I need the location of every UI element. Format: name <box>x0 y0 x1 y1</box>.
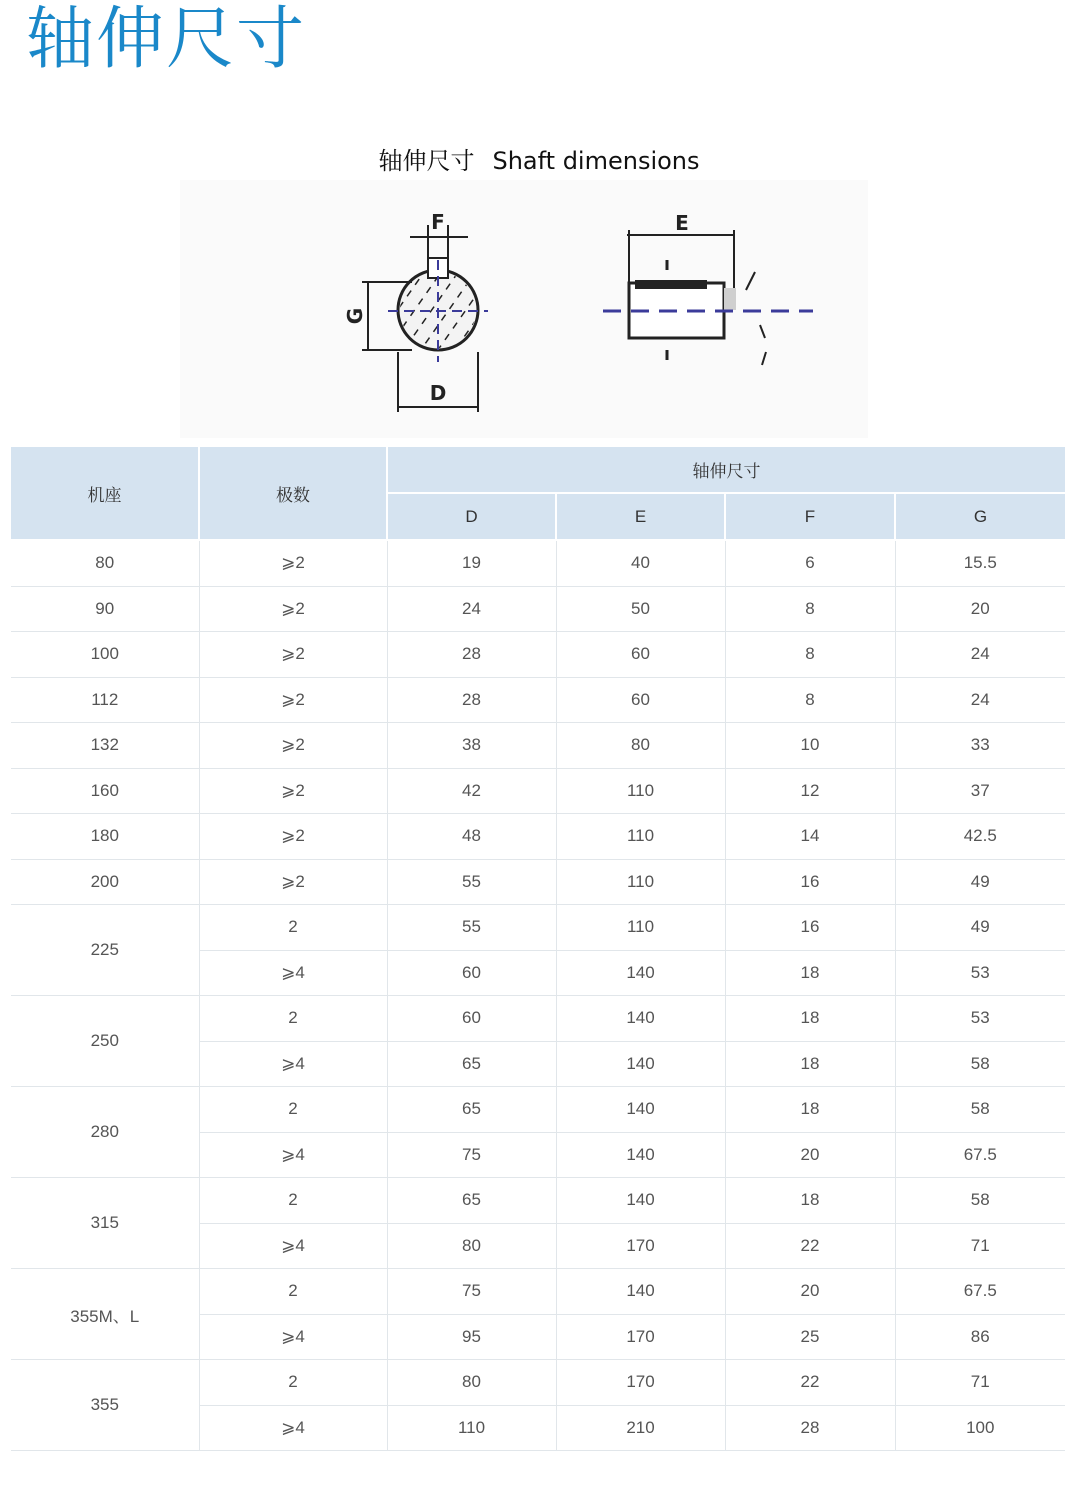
cell-g: 53 <box>895 950 1065 996</box>
table-row <box>11 859 1065 905</box>
cell-f: 8 <box>725 632 895 678</box>
cell-poles: ⩾4 <box>199 1405 387 1451</box>
cell-f: 6 <box>725 540 895 586</box>
cell-f: 20 <box>725 1269 895 1315</box>
cell-e: 140 <box>556 950 725 996</box>
header-frame: 机座 <box>11 447 199 540</box>
cell-e: 140 <box>556 1132 725 1178</box>
cell-g: 49 <box>895 859 1065 905</box>
cell-poles: ⩾2 <box>199 768 387 814</box>
cell-d: 75 <box>387 1269 556 1315</box>
cell-f: 22 <box>725 1360 895 1406</box>
header-d: D <box>387 493 556 540</box>
table-row <box>11 1087 1065 1133</box>
header-poles: 极数 <box>199 447 387 540</box>
cell-g: 24 <box>895 632 1065 678</box>
cell-e: 170 <box>556 1223 725 1269</box>
label-e: E <box>675 211 689 235</box>
cell-g: 24 <box>895 677 1065 723</box>
shaft-diagram <box>180 180 868 438</box>
label-d: D <box>429 381 447 405</box>
page-title: 轴伸尺寸 <box>26 0 307 79</box>
cell-d: 38 <box>387 723 556 769</box>
cell-f: 10 <box>725 723 895 769</box>
cell-poles: ⩾2 <box>199 814 387 860</box>
cell-d: 24 <box>387 586 556 632</box>
cell-e: 210 <box>556 1405 725 1451</box>
cell-e: 140 <box>556 1178 725 1224</box>
cell-g: 58 <box>895 1041 1065 1087</box>
header-e: E <box>556 493 725 540</box>
cell-e: 170 <box>556 1360 725 1406</box>
cell-d: 55 <box>387 905 556 951</box>
cell-g: 15.5 <box>895 540 1065 586</box>
cell-d: 28 <box>387 677 556 723</box>
cell-g: 49 <box>895 905 1065 951</box>
cell-frame: 80 <box>11 540 199 586</box>
table-row <box>11 586 1065 632</box>
cell-g: 67.5 <box>895 1269 1065 1315</box>
cell-e: 60 <box>556 632 725 678</box>
cell-d: 65 <box>387 1178 556 1224</box>
cell-f: 8 <box>725 586 895 632</box>
cell-frame: 355M、L <box>11 1269 199 1360</box>
cell-e: 50 <box>556 586 725 632</box>
cell-e: 140 <box>556 1269 725 1315</box>
cell-frame: 132 <box>11 723 199 769</box>
cell-poles: ⩾4 <box>199 1132 387 1178</box>
cell-d: 75 <box>387 1132 556 1178</box>
cell-poles: ⩾4 <box>199 950 387 996</box>
cell-e: 40 <box>556 540 725 586</box>
table-row <box>11 814 1065 860</box>
cell-e: 170 <box>556 1314 725 1360</box>
table-row <box>11 540 1065 586</box>
cell-e: 140 <box>556 1041 725 1087</box>
header-group: 轴伸尺寸 <box>387 447 1065 493</box>
cell-poles: ⩾2 <box>199 859 387 905</box>
cell-g: 58 <box>895 1178 1065 1224</box>
cell-g: 86 <box>895 1314 1065 1360</box>
cell-f: 22 <box>725 1223 895 1269</box>
cell-d: 60 <box>387 950 556 996</box>
cell-poles: 2 <box>199 905 387 951</box>
cell-poles: ⩾2 <box>199 586 387 632</box>
cell-e: 110 <box>556 905 725 951</box>
cross-section-view <box>343 210 488 412</box>
cell-f: 18 <box>725 1087 895 1133</box>
figure-caption-cn: 轴伸尺寸 <box>378 147 475 175</box>
cell-d: 55 <box>387 859 556 905</box>
cell-frame: 100 <box>11 632 199 678</box>
cell-d: 60 <box>387 996 556 1042</box>
cell-g: 53 <box>895 996 1065 1042</box>
cell-e: 140 <box>556 996 725 1042</box>
cell-e: 110 <box>556 859 725 905</box>
cell-d: 65 <box>387 1041 556 1087</box>
cell-d: 80 <box>387 1360 556 1406</box>
cell-frame: 180 <box>11 814 199 860</box>
cell-e: 60 <box>556 677 725 723</box>
cell-f: 25 <box>725 1314 895 1360</box>
cell-poles: ⩾4 <box>199 1041 387 1087</box>
cell-d: 110 <box>387 1405 556 1451</box>
table-row <box>11 1269 1065 1315</box>
table-row <box>11 723 1065 769</box>
cell-g: 42.5 <box>895 814 1065 860</box>
cell-f: 18 <box>725 1041 895 1087</box>
table-row <box>11 1178 1065 1224</box>
cell-d: 42 <box>387 768 556 814</box>
cell-d: 28 <box>387 632 556 678</box>
side-view <box>603 211 813 365</box>
table-row <box>11 996 1065 1042</box>
table-row <box>11 632 1065 678</box>
cell-d: 48 <box>387 814 556 860</box>
cell-f: 16 <box>725 905 895 951</box>
figure-caption-en: Shaft dimensions <box>492 147 700 175</box>
table-row <box>11 905 1065 951</box>
cell-e: 80 <box>556 723 725 769</box>
shaft-dimensions-table <box>11 447 1065 1451</box>
figure-caption <box>0 141 1078 176</box>
cell-poles: 2 <box>199 1087 387 1133</box>
cell-poles: ⩾2 <box>199 540 387 586</box>
cell-frame: 225 <box>11 905 199 996</box>
cell-poles: ⩾4 <box>199 1223 387 1269</box>
cell-d: 80 <box>387 1223 556 1269</box>
table-row <box>11 677 1065 723</box>
table-body <box>11 540 1065 1451</box>
cell-poles: ⩾4 <box>199 1314 387 1360</box>
cell-f: 20 <box>725 1132 895 1178</box>
table-row <box>11 1360 1065 1406</box>
label-g: G <box>343 307 367 325</box>
cell-f: 8 <box>725 677 895 723</box>
cell-poles: 2 <box>199 1360 387 1406</box>
cell-frame: 280 <box>11 1087 199 1178</box>
cell-d: 65 <box>387 1087 556 1133</box>
cell-f: 28 <box>725 1405 895 1451</box>
cell-poles: ⩾2 <box>199 723 387 769</box>
cell-g: 58 <box>895 1087 1065 1133</box>
cell-poles: 2 <box>199 1178 387 1224</box>
cell-d: 95 <box>387 1314 556 1360</box>
cell-f: 18 <box>725 1178 895 1224</box>
cell-frame: 90 <box>11 586 199 632</box>
cell-f: 18 <box>725 996 895 1042</box>
cell-g: 20 <box>895 586 1065 632</box>
cell-e: 110 <box>556 768 725 814</box>
cell-f: 16 <box>725 859 895 905</box>
cell-poles: 2 <box>199 1269 387 1315</box>
cell-e: 110 <box>556 814 725 860</box>
cell-g: 100 <box>895 1405 1065 1451</box>
cell-g: 37 <box>895 768 1065 814</box>
cell-poles: 2 <box>199 996 387 1042</box>
cell-frame: 315 <box>11 1178 199 1269</box>
cell-f: 14 <box>725 814 895 860</box>
cell-frame: 200 <box>11 859 199 905</box>
cell-g: 71 <box>895 1360 1065 1406</box>
header-f: F <box>725 493 895 540</box>
cell-f: 12 <box>725 768 895 814</box>
cell-g: 33 <box>895 723 1065 769</box>
cell-frame: 355 <box>11 1360 199 1451</box>
cell-frame: 160 <box>11 768 199 814</box>
cell-poles: ⩾2 <box>199 632 387 678</box>
cell-g: 71 <box>895 1223 1065 1269</box>
cell-frame: 250 <box>11 996 199 1087</box>
label-f: F <box>431 210 445 234</box>
header-g: G <box>895 493 1065 540</box>
cell-g: 67.5 <box>895 1132 1065 1178</box>
cell-d: 19 <box>387 540 556 586</box>
cell-poles: ⩾2 <box>199 677 387 723</box>
cell-frame: 112 <box>11 677 199 723</box>
cell-f: 18 <box>725 950 895 996</box>
cell-e: 140 <box>556 1087 725 1133</box>
shaft-diagram-svg <box>180 180 868 438</box>
table-row <box>11 768 1065 814</box>
